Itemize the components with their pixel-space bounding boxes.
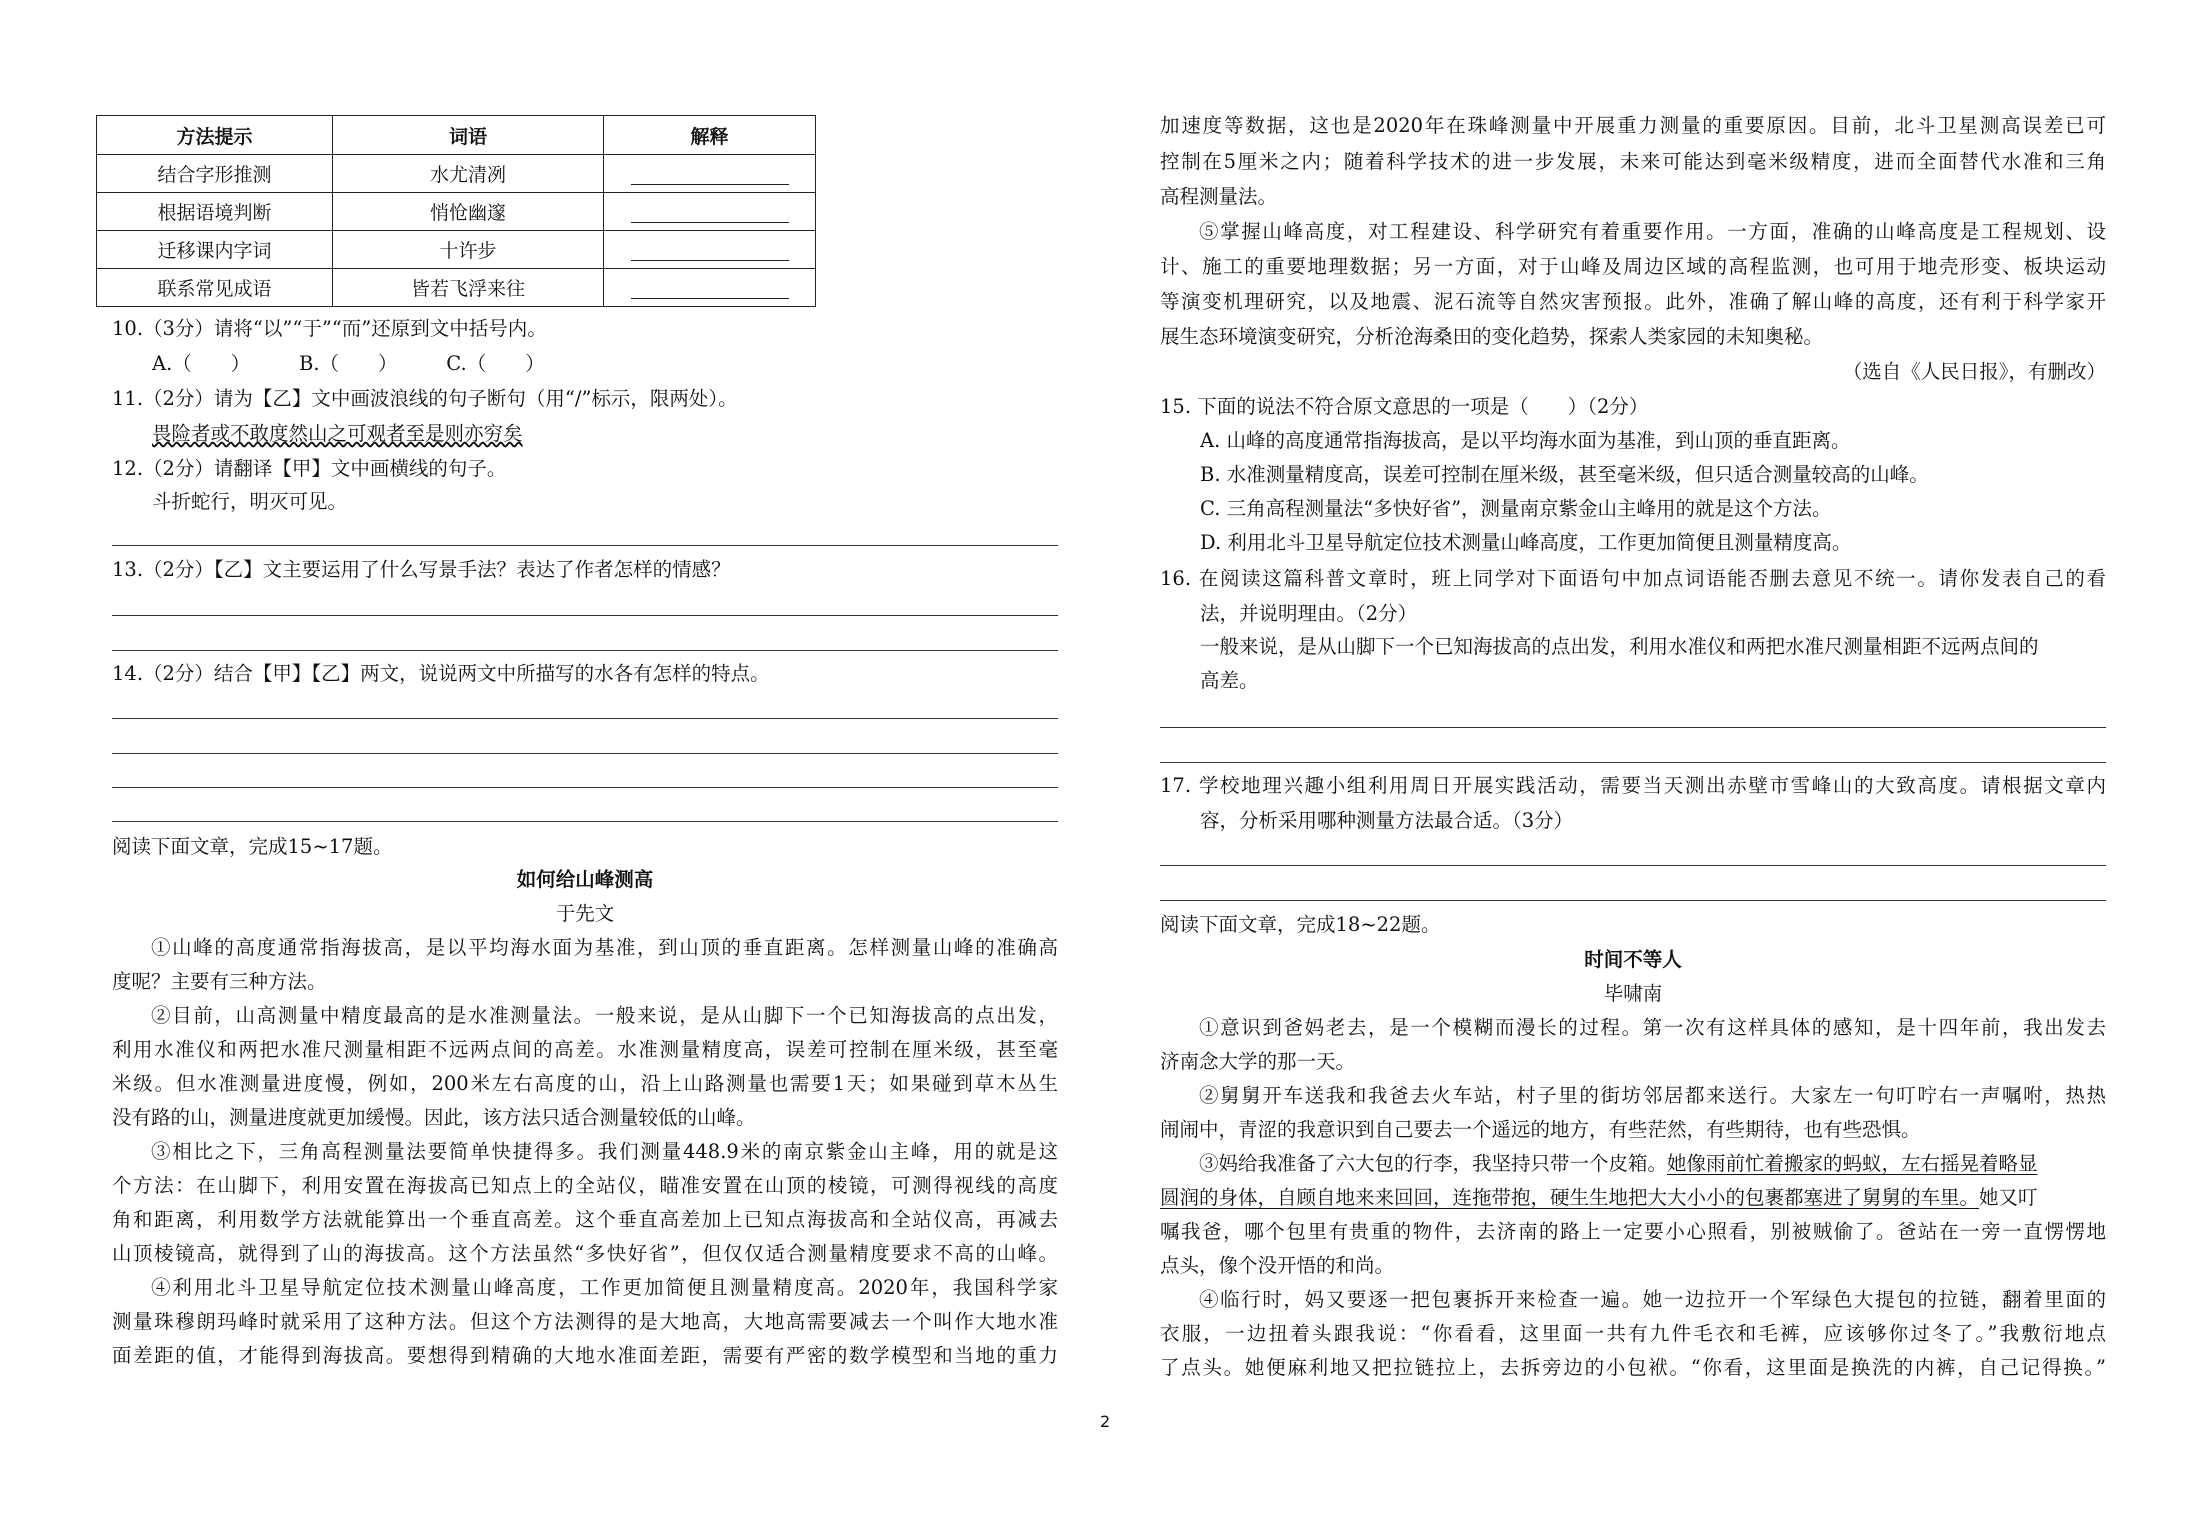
paragraph-line: 闹闹中，青涩的我意识到自己要去一个遥远的地方，有些茫然，有些期待，也有些恐惧。 (1160, 1118, 1921, 1141)
question-12-sentence: 斗折蛇行，明灭可见。 (152, 490, 348, 513)
answer-cell[interactable] (604, 231, 816, 269)
question-10: 10.（3分）请将“以”“于”“而”还原到文中括号内。 (112, 317, 547, 340)
question-13: 13.（2分）【乙】文主要运用了什么写景手法？表达了作者怎样的情感？ (112, 558, 731, 581)
paragraph-line: ④利用北斗卫星导航定位技术测量山峰高度，工作更加简便且测量精度高。2020年，我国科学家 (151, 1276, 1058, 1299)
paragraph-line: ①意识到爸妈老去，是一个模糊而漫长的过程。第一次有这样具体的感知，是十四年前，我出发去 (1199, 1016, 2106, 1039)
paragraph-line: 嘱我爸，哪个包里有贵重的物件，去济南的路上一定要小心照看，别被贼偷了。爸站在一旁一直愣愣地 (1160, 1220, 2106, 1243)
paragraph-line: 度呢？主要有三种方法。 (112, 970, 327, 993)
paragraph-line: ③妈给我准备了六大包的行李，我坚持只带一个皮箱。她像雨前忙着搬家的蚂蚁，左右摇晃着略显 (1199, 1152, 2038, 1175)
answer-blank[interactable] (631, 238, 789, 261)
paragraph-line: 展生态环境演变研究，分析沧海桑田的变化趋势，探索人类家园的未知奥秘。 (1160, 325, 1824, 348)
answer-line[interactable] (112, 545, 1058, 546)
paragraph-line: 山顶棱镜高，就得到了山的海拔高。这个方法虽然“多快好省”，但仅仅适合测量精度要求不高的山峰。 (112, 1242, 1058, 1265)
answer-line[interactable] (1160, 865, 2106, 866)
option-b[interactable]: B. 水准测量精度高，误差可控制在厘米级，甚至毫米级，但只适合测量较高的山峰。 (1200, 463, 1929, 486)
answer-blank[interactable] (631, 276, 789, 299)
answer-line[interactable] (1160, 727, 2106, 728)
method-table (96, 115, 816, 307)
option-a[interactable]: A. 山峰的高度通常指海拔高，是以平均海水面为基准，到山顶的垂直距离。 (1200, 429, 1851, 452)
paragraph-line: ②舅舅开车送我和我爸去火车站，村子里的街坊邻居都来送行。大家左一句叮咛右一声嘱咐，热热 (1199, 1084, 2106, 1107)
article-title: 如何给山峰测高 (516, 868, 654, 891)
table-cell: 十许步 (333, 231, 604, 269)
question-16-cont: 法，并说明理由。（2分） (1200, 602, 1418, 625)
paragraph-line: ③相比之下，三角高程测量法要简单快捷得多。我们测量448.9米的南京紫金山主峰，用的就是这 (151, 1140, 1058, 1163)
question-11: 11.（2分）请为【乙】文中画波浪线的句子断句（用“/”标示，限两处）。 (112, 387, 738, 410)
question-10-options: A.（ ） B.（ ） C.（ ） (152, 352, 545, 375)
question-17-cont: 容，分析采用哪种测量方法最合适。（3分） (1200, 809, 1574, 832)
answer-line[interactable] (112, 615, 1058, 616)
paragraph-line: 利用水准仪和两把水准尺测量相距不远两点间的高差。水准测量精度高，误差可控制在厘米级，甚至毫 (112, 1038, 1058, 1061)
option-c[interactable]: C. 三角高程测量法“多快好省”，测量南京紫金山主峰用的就是这个方法。 (1200, 497, 1832, 520)
paragraph-line: 测量珠穆朗玛峰时就采用了这种方法。但这个方法测得的是大地高，大地高需要减去一个叫作大地水准 (112, 1310, 1058, 1333)
article-title-2: 时间不等人 (1584, 948, 1682, 971)
table-cell: 联系常见成语 (97, 269, 333, 307)
answer-cell[interactable] (604, 155, 816, 193)
table-header-word: 词语 (333, 116, 604, 155)
paragraph-line: ①山峰的高度通常指海拔高，是以平均海水面为基准，到山顶的垂直距离。怎样测量山峰的准确高 (151, 936, 1058, 959)
paragraph-line: 高程测量法。 (1160, 185, 1278, 208)
table-cell: 悄怆幽邃 (333, 193, 604, 231)
answer-line[interactable] (112, 753, 1058, 754)
paragraph-line: 等演变机理研究，以及地震、泥石流等自然灾害预报。此外，准确了解山峰的高度，还有利于科学家开 (1160, 290, 2106, 313)
paragraph-line: 控制在5厘米之内；随着科学技术的进一步发展，未来可能达到毫米级精度，进而全面替代水准和三角 (1160, 150, 2106, 173)
question-16-quote-cont: 高差。 (1200, 669, 1259, 692)
paragraph-line: ⑤掌握山峰高度，对工程建设、科学研究有着重要作用。一方面，准确的山峰高度是工程规划、设 (1199, 220, 2106, 243)
paragraph-line: 个方法：在山脚下，利用安置在海拔高已知点上的全站仪，瞄准安置在山顶的棱镜，可测得视线的高度 (112, 1174, 1058, 1197)
paragraph-line: 济南念大学的那一天。 (1160, 1050, 1356, 1073)
answer-blank[interactable] (631, 162, 789, 185)
answer-blank[interactable] (631, 200, 789, 223)
answer-line[interactable] (1160, 900, 2106, 901)
paragraph-line: 了点头。她便麻利地又把拉链拉上，去拆旁边的小包袱。“你看，这里面是换洗的内裤，自己记得换。” (1160, 1356, 2106, 1379)
answer-line[interactable] (112, 821, 1058, 822)
question-16-quote: 一般来说，是从山脚下一个已知海拔高的点出发，利用水准仪和两把水准尺测量相距不远两点间的 (1200, 635, 2039, 658)
question-11-sentence: 畏险者或不敢度然山之可观者至是则亦穷矣 (152, 422, 523, 445)
option-d[interactable]: D. 利用北斗卫星导航定位技术测量山峰高度，工作更加简便且测量精度高。 (1200, 531, 1852, 554)
answer-line[interactable] (112, 650, 1058, 651)
question-15: 15. 下面的说法不符合原文意思的一项是（ ）（2分） (1160, 395, 1649, 418)
answer-line[interactable] (1160, 762, 2106, 763)
table-header-explain: 解释 (604, 116, 816, 155)
answer-line[interactable] (112, 787, 1058, 788)
paragraph-line: 面差距的值，才能得到海拔高。要想得到精确的大地水准面差距，需要有严密的数学模型和当地的重力 (112, 1344, 1058, 1367)
paragraph-line: ②目前，山高测量中精度最高的是水准测量法。一般来说，是从山脚下一个已知海拔高的点出发， (151, 1004, 1058, 1027)
table-row (97, 155, 816, 193)
answer-cell[interactable] (604, 193, 816, 231)
table-cell: 结合字形推测 (97, 155, 333, 193)
paragraph-line: 圆润的身体，自顾自地来来回回，连拖带抱，硬生生地把大大小小的包裹都塞进了舅舅的车里。她又叮 (1160, 1186, 2038, 1209)
paragraph-line: 没有路的山，测量进度就更加缓慢。因此，该方法只适合测量较低的山峰。 (112, 1106, 756, 1129)
paragraph-line: 角和距离，利用数学方法就能算出一个垂直高差。这个垂直高差加上已知点海拔高和全站仪高，再减去 (112, 1208, 1058, 1231)
article-author: 于先文 (555, 902, 615, 925)
table-row (97, 231, 816, 269)
answer-cell[interactable] (604, 269, 816, 307)
question-12: 12.（2分）请翻译【甲】文中画横线的句子。 (112, 457, 507, 480)
article-author-2: 毕啸南 (1603, 982, 1663, 1005)
question-16: 16. 在阅读这篇科普文章时，班上同学对下面语句中加点词语能否删去意见不统一。请你发表自己的看 (1160, 567, 2106, 590)
paragraph-line: 衣服，一边扭着头跟我说：“你看看，这里面一共有九件毛衣和毛裤，应该够你过冬了。”我敷衍地点 (1160, 1322, 2106, 1345)
table-cell: 根据语境判断 (97, 193, 333, 231)
table-cell: 皆若飞浮来往 (333, 269, 604, 307)
paragraph-line: 加速度等数据，这也是2020年在珠峰测量中开展重力测量的重要原因。目前，北斗卫星测高误差已可 (1160, 114, 2106, 137)
question-17: 17. 学校地理兴趣小组利用周日开展实践活动，需要当天测出赤壁市雪峰山的大致高度。请根据文章内 (1160, 774, 2106, 797)
paragraph-line: 计、施工的重要地理数据；另一方面，对于山峰及周边区域的高程监测，也可用于地壳形变、板块运动 (1160, 255, 2106, 278)
table-header-method: 方法提示 (97, 116, 333, 155)
paragraph-line: 点头，像个没开悟的和尚。 (1160, 1254, 1395, 1277)
table-cell: 水尤清冽 (333, 155, 604, 193)
table-cell: 迁移课内字词 (97, 231, 333, 269)
answer-line[interactable] (112, 718, 1058, 719)
table-row (97, 193, 816, 231)
paragraph-line: ④临行时，妈又要逐一把包裹拆开来检查一遍。她一边拉开一个军绿色大提包的拉链，翻着里面的 (1199, 1288, 2106, 1311)
reading-instruction-2: 阅读下面文章，完成18~22题。 (1160, 913, 1441, 936)
reading-instruction: 阅读下面文章，完成15~17题。 (112, 835, 393, 858)
table-row (97, 269, 816, 307)
page-number: 2 (1100, 1412, 1111, 1431)
source-note: （选自《人民日报》，有删改） (1842, 360, 2106, 383)
question-14: 14.（2分）结合【甲】【乙】两文，说说两文中所描写的水各有怎样的特点。 (112, 662, 770, 685)
paragraph-line: 米级。但水准测量进度慢，例如，200米左右高度的山，沿上山路测量也需要1天；如果碰到草木丛生 (112, 1072, 1058, 1095)
